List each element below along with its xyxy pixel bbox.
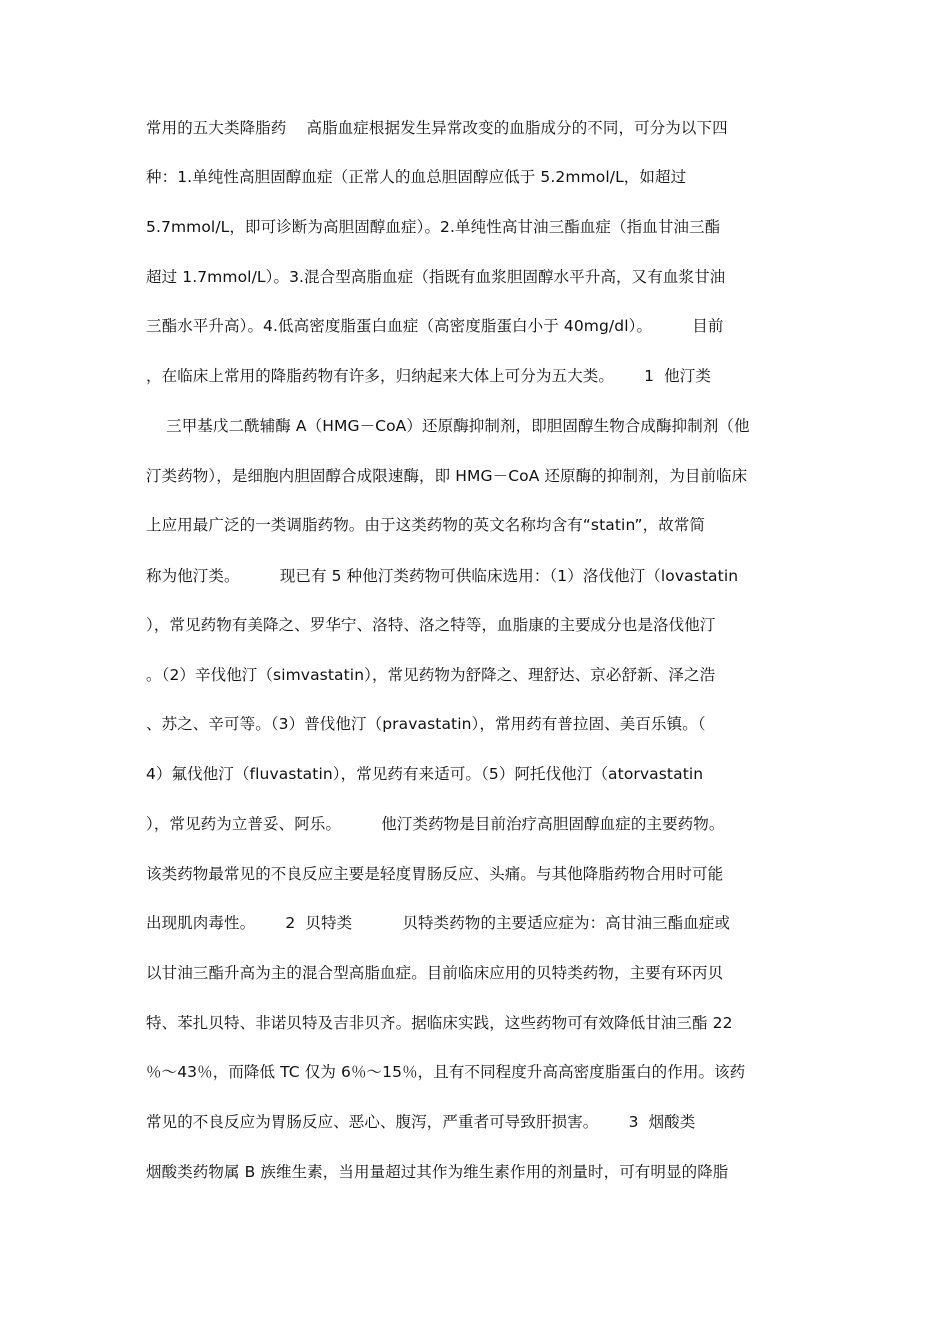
text-line: ，在临床上常用的降脂药物有许多，归纳起来大体上可分为五大类。 1 他汀类 <box>146 367 711 385</box>
text-line: 以甘油三酯升高为主的混合型高脂血症。目前临床应用的贝特类药物，主要有环丙贝 <box>146 964 724 982</box>
text-line: 出现肌肉毒性。 2 贝特类 贝特类药物的主要适应症为：高甘油三酯血症或 <box>146 914 731 932</box>
text-line: 、苏之、辛可等。（3）普伐他汀（pravastatin），常用药有普拉固、美百乐镇。（ <box>146 715 706 733</box>
text-line: ），常见药物有美降之、罗华宁、洛特、洛之特等，血脂康的主要成分也是洛伐他汀 <box>146 616 716 634</box>
text-line: 烟酸类药物属 B 族维生素，当用量超过其作为维生素作用的剂量时，可有明显的降脂 <box>146 1163 729 1181</box>
text-line: 常用的五大类降脂药 高脂血症根据发生异常改变的血脂成分的不同，可分为以下四 <box>146 119 728 137</box>
text-line: 种：1.单纯性高胆固醇血症（正常人的血总胆固醇应低于 5.2mmol/L，如超过 <box>146 168 687 186</box>
text-line: ％～43％，而降低 TC 仅为 6％～15％，且有不同程度升高高密度脂蛋白的作用。该药 <box>146 1063 746 1081</box>
text-line: 常见的不良反应为胃肠反应、恶心、腹泻，严重者可导致肝损害。 3 烟酸类 <box>146 1113 696 1131</box>
text-line: 该类药物最常见的不良反应主要是轻度胃肠反应、头痛。与其他降脂药物合用时可能 <box>146 865 724 883</box>
text-line: 超过 1.7mmol/L）。3.混合型高脂血症（指既有血浆胆固醇水平升高，又有血浆甘油 <box>146 268 726 286</box>
text-line: 三酯水平升高）。4.低高密度脂蛋白血症（高密度脂蛋白小于 40mg/dl）。 目前 <box>146 317 724 335</box>
text-line: 上应用最广泛的一类调脂药物。由于这类药物的英文名称均含有“statin”，故常简 <box>146 516 706 534</box>
text-line: 。（2）辛伐他汀（simvastatin），常见药物为舒降之、理舒达、京必舒新、泽之浩 <box>146 666 716 684</box>
text-line: ），常见药为立普妥、阿乐。 他汀类药物是目前治疗高胆固醇血症的主要药物。 <box>146 815 725 833</box>
text-line: 特、苯扎贝特、非诺贝特及吉非贝齐。据临床实践，这些药物可有效降低甘油三酯 22 <box>146 1014 733 1032</box>
text-line: 称为他汀类。 现已有 5 种他汀类药物可供临床选用：（1）洛伐他汀（lovastatin <box>146 567 739 585</box>
text-line: 汀类药物），是细胞内胆固醇合成限速酶，即 HMG－CoA 还原酶的抑制剂，为目前临床 <box>146 467 748 485</box>
text-line: 4）氟伐他汀（fluvastatin），常见药有来适可。（5）阿托伐他汀（atorvastatin <box>146 765 704 783</box>
text-line: 三甲基戊二酰辅酶 A（HMG－CoA）还原酶抑制剂，即胆固醇生物合成酶抑制剂（他 <box>146 417 750 435</box>
text-line: 5.7mmol/L，即可诊断为高胆固醇血症）。2.单纯性高甘油三酯血症（指血甘油三酯 <box>146 218 721 236</box>
